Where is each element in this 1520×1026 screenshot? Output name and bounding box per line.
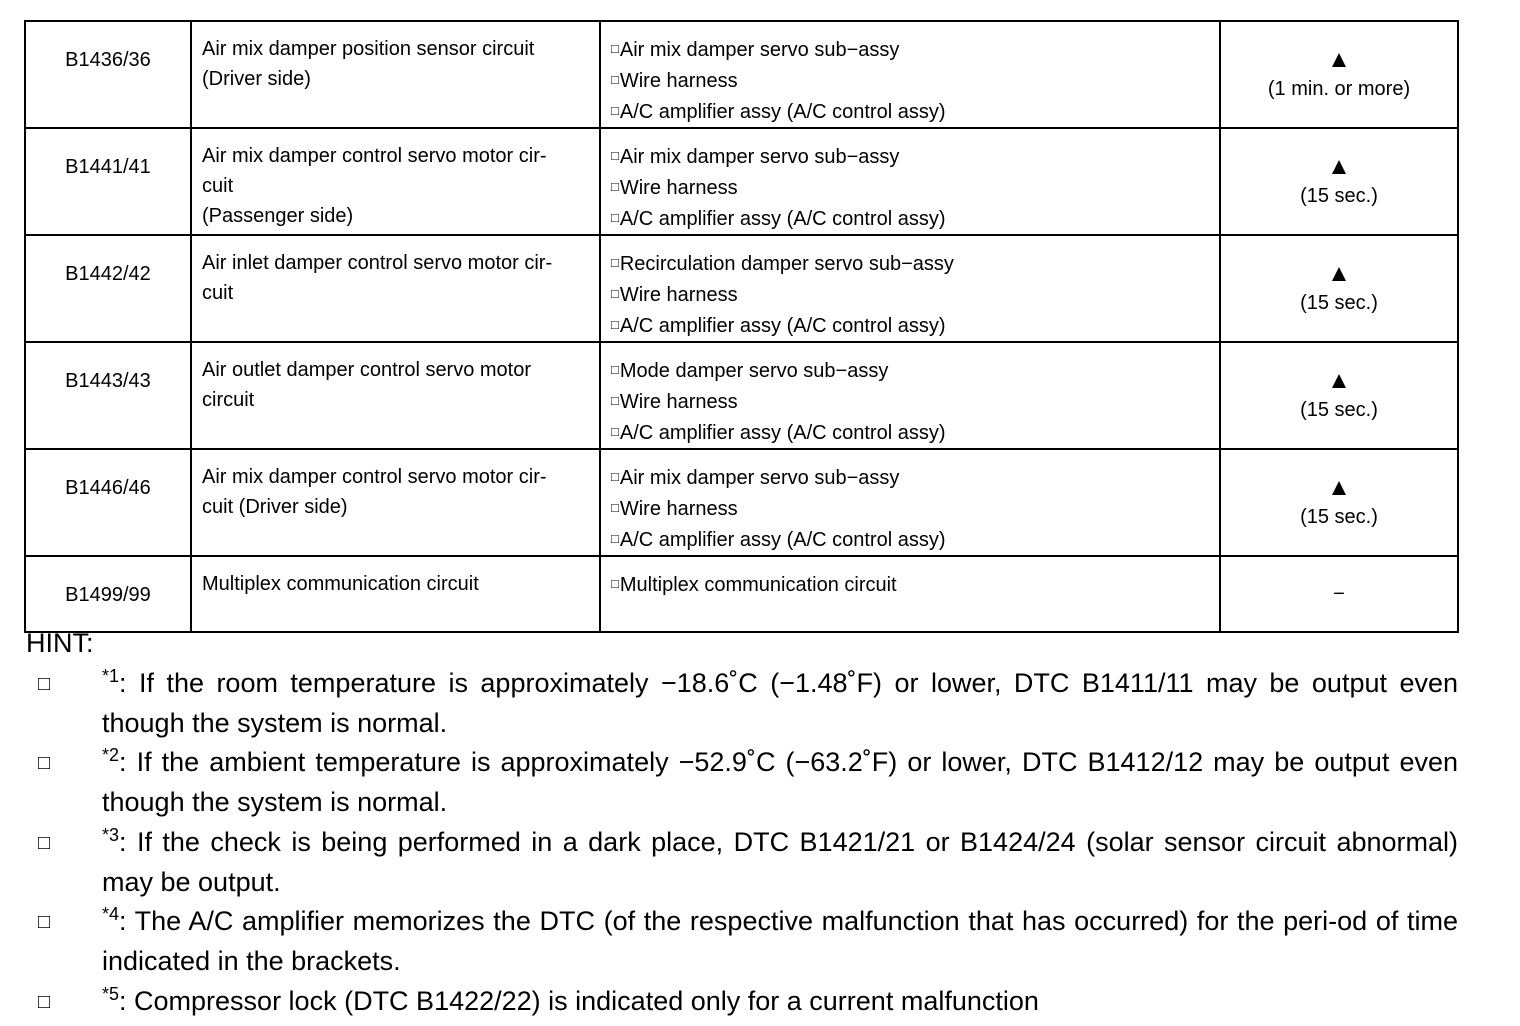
checkbox-bullet-icon: □ <box>611 103 619 118</box>
hint-text <box>102 663 1458 743</box>
hint-body: : If the ambient temperature is approximately −52.9˚C (−63.2˚F) or lower, DTC B1412/12 may be output even though the system is normal. <box>102 747 1458 817</box>
checkbox-bullet-icon: □ <box>611 179 619 194</box>
trouble-area-text: A/C amplifier assy (A/C control assy) <box>619 315 946 337</box>
detection-line: Air mix damper position sensor circuit <box>202 38 535 60</box>
checkbox-bullet-icon: □ <box>611 41 619 56</box>
checkbox-bullet-icon: □ <box>611 255 619 270</box>
trouble-area-text: Wire harness <box>619 498 738 520</box>
dtc-code: B1446/46 <box>25 449 191 556</box>
footnote-marker: *5 <box>102 984 120 1004</box>
trouble-area <box>600 342 1220 449</box>
detection-line: Multiplex communication circuit <box>202 573 479 595</box>
trouble-area <box>600 449 1220 556</box>
checkbox-bullet-icon: □ <box>38 673 51 695</box>
detection-line: circuit <box>202 389 255 411</box>
detection-item <box>191 449 600 556</box>
memory-text: (15 sec.) <box>1300 398 1378 421</box>
checkbox-bullet-icon: □ <box>611 286 619 301</box>
trouble-area-item <box>611 279 1209 310</box>
checkbox-bullet-icon: □ <box>611 362 619 377</box>
detection-line: cuit <box>202 282 234 304</box>
footnote-marker: *2 <box>102 745 120 765</box>
table-row <box>25 21 1458 128</box>
hint-label: HINT: <box>26 628 94 658</box>
checkbox-bullet-icon: □ <box>38 752 51 774</box>
trouble-area-text: A/C amplifier assy (A/C control assy) <box>619 101 946 123</box>
trouble-area-text: Multiplex communication circuit <box>619 574 897 596</box>
detection-item <box>191 21 600 128</box>
trouble-area-item <box>611 96 1209 127</box>
memory-cell <box>1220 128 1458 235</box>
trouble-area-text: A/C amplifier assy (A/C control assy) <box>619 529 946 551</box>
dtc-code: B1436/36 <box>25 21 191 128</box>
memory-text: (15 sec.) <box>1300 184 1378 207</box>
dtc-code: B1442/42 <box>25 235 191 342</box>
checkbox-bullet-icon: □ <box>611 424 619 439</box>
checkbox-bullet-icon: □ <box>38 832 51 854</box>
checkbox-bullet-icon: □ <box>611 393 619 408</box>
checkbox-bullet-icon: □ <box>611 148 619 163</box>
checkbox-bullet-icon: □ <box>611 317 619 332</box>
dtc-code: B1499/99 <box>25 556 191 632</box>
detection-line: (Driver side) <box>202 68 311 90</box>
trouble-area-item <box>611 141 1209 172</box>
trouble-area-item <box>611 248 1209 279</box>
trouble-area <box>600 235 1220 342</box>
checkbox-bullet-icon: □ <box>611 500 619 515</box>
table-row <box>25 342 1458 449</box>
trouble-area-text: Mode damper servo sub−assy <box>619 360 889 382</box>
table-row <box>25 449 1458 556</box>
table-row <box>25 128 1458 235</box>
trouble-area-text: Air mix damper servo sub−assy <box>619 467 900 489</box>
detection-item <box>191 342 600 449</box>
footnote-marker: *3 <box>102 825 120 845</box>
checkbox-bullet-icon: □ <box>38 991 51 1013</box>
checkbox-bullet-icon: □ <box>611 531 619 546</box>
memory-cell <box>1220 235 1458 342</box>
trouble-area <box>600 128 1220 235</box>
footnote-marker: *4 <box>102 904 120 924</box>
detection-line: Air inlet damper control servo motor cir- <box>202 252 553 274</box>
hint-body: : If the check is being performed in a dark place, DTC B1421/21 or B1424/24 (solar sensor circuit abnormal) may be output. <box>102 827 1458 897</box>
memory-cell <box>1220 342 1458 449</box>
hint-text <box>102 901 1458 981</box>
triangle-icon: ▲ <box>1327 45 1351 73</box>
memory-cell <box>1220 21 1458 128</box>
memory-text: (1 min. or more) <box>1267 77 1411 100</box>
memory-cell <box>1220 556 1458 632</box>
triangle-icon: ▲ <box>1327 259 1351 287</box>
detection-item <box>191 235 600 342</box>
triangle-icon: ▲ <box>1327 473 1351 501</box>
dtc-table-body <box>25 21 1458 632</box>
trouble-area-text: Recirculation damper servo sub−assy <box>619 253 954 275</box>
hint-body: : The A/C amplifier memorizes the DTC (of the respective malfunction that has occurred) for the peri-od of time indicated in the brackets. <box>102 906 1458 976</box>
trouble-area-text: A/C amplifier assy (A/C control assy) <box>619 208 946 230</box>
trouble-area-item <box>611 65 1209 96</box>
hint-text <box>102 742 1458 822</box>
detection-line: Air mix damper control servo motor cir- <box>202 145 547 167</box>
trouble-area-item <box>611 172 1209 203</box>
triangle-icon: ▲ <box>1327 152 1351 180</box>
memory-text: (15 sec.) <box>1300 505 1378 528</box>
detection-line: cuit <box>202 175 234 197</box>
trouble-area-item <box>611 355 1209 386</box>
hint-body: : Compressor lock (DTC B1422/22) is indicated only for a current malfunction <box>119 986 1039 1016</box>
footnote-marker: *1 <box>102 666 120 686</box>
trouble-area-text: Air mix damper servo sub−assy <box>619 39 900 61</box>
checkbox-bullet-icon: □ <box>38 911 51 933</box>
memory-cell <box>1220 449 1458 556</box>
detection-line: (Passenger side) <box>202 205 354 227</box>
trouble-area-item <box>611 493 1209 524</box>
detection-line: Air outlet damper control servo motor <box>202 359 532 381</box>
trouble-area <box>600 21 1220 128</box>
checkbox-bullet-icon: □ <box>611 469 619 484</box>
trouble-area-text: Air mix damper servo sub−assy <box>619 146 900 168</box>
detection-item <box>191 128 600 235</box>
dtc-code: B1443/43 <box>25 342 191 449</box>
trouble-area-text: Wire harness <box>619 70 738 92</box>
checkbox-bullet-icon: □ <box>611 72 619 87</box>
checkbox-bullet-icon: □ <box>611 210 619 225</box>
trouble-area-item <box>611 34 1209 65</box>
table-row <box>25 556 1458 632</box>
memory-text: − <box>1333 583 1345 605</box>
detection-line: cuit (Driver side) <box>202 496 348 518</box>
triangle-icon: ▲ <box>1327 366 1351 394</box>
trouble-area-item <box>611 462 1209 493</box>
trouble-area-item <box>611 310 1209 341</box>
hint-body: : If the room temperature is approximately −18.6˚C (−1.48˚F) or lower, DTC B1411/11 may be output even though the system is normal. <box>102 668 1458 738</box>
trouble-area-text: Wire harness <box>619 284 738 306</box>
hint-text <box>102 822 1458 902</box>
trouble-area <box>600 556 1220 632</box>
trouble-area-text: A/C amplifier assy (A/C control assy) <box>619 422 946 444</box>
trouble-area-item <box>611 569 1209 600</box>
trouble-area-item <box>611 417 1209 448</box>
trouble-area-item <box>611 524 1209 555</box>
detection-item <box>191 556 600 632</box>
dtc-code: B1441/41 <box>25 128 191 235</box>
hint-text <box>102 981 1458 1021</box>
dtc-table <box>24 20 1459 633</box>
checkbox-bullet-icon: □ <box>611 576 619 591</box>
trouble-area-item <box>611 386 1209 417</box>
table-row <box>25 235 1458 342</box>
memory-text: (15 sec.) <box>1300 291 1378 314</box>
trouble-area-item <box>611 203 1209 234</box>
trouble-area-text: Wire harness <box>619 391 738 413</box>
detection-line: Air mix damper control servo motor cir- <box>202 466 547 488</box>
trouble-area-text: Wire harness <box>619 177 738 199</box>
